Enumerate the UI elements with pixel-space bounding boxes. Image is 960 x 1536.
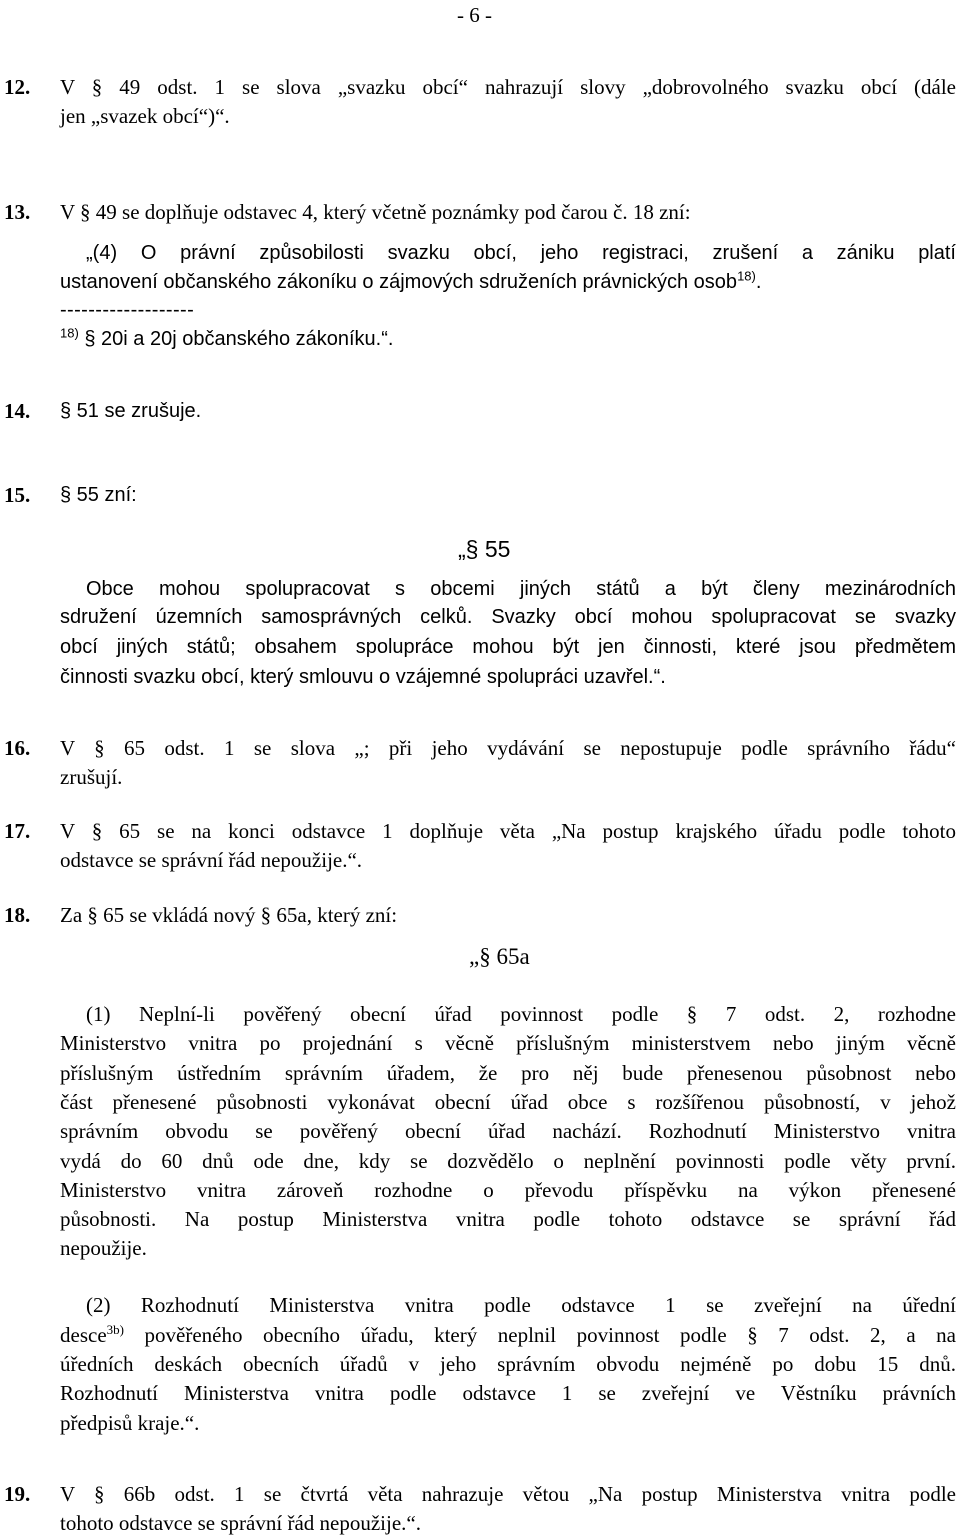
item-number: 16.	[4, 736, 31, 760]
quoted-text-end: .	[755, 271, 762, 293]
item-text: V § 66b odst. 1 se čtvrtá věta nahrazuje větou „Na postup Ministerstva vnitra podle	[60, 1482, 956, 1506]
paragraph-line: předpisů kraje.“.	[60, 1411, 200, 1435]
paragraph-line: Ministerstvo vnitra zároveň rozhodne o převodu příspěvku na výkon přenesené	[60, 1178, 956, 1202]
footnote-mark: 18)	[60, 325, 79, 341]
item-number: 17.	[4, 819, 31, 843]
page-number: - 6 -	[457, 3, 492, 27]
item-text: Za § 65 se vkládá nový § 65a, který zní:	[60, 903, 398, 927]
item-text: zrušují.	[60, 765, 123, 789]
item-text: V § 49 odst. 1 se slova „svazku obcí“ nahrazují slovy „dobrovolného svazku obcí (dále	[60, 75, 956, 99]
paragraph-line: vydá do 60 dnů ode dne, kdy se dozvědělo o neplnění povinnosti podle věty první.	[60, 1149, 956, 1173]
item-number: 15.	[4, 483, 31, 507]
paragraph-word: desce	[60, 1323, 107, 1347]
paragraph-line: (2) Rozhodnutí Ministerstva vnitra podle odstavce 1 se zveřejní na úřední	[86, 1293, 956, 1317]
section-text: obcí jiných států; obsahem spolupráce mohou být jen činnosti, které jsou předmětem	[60, 636, 956, 658]
item-text: V § 65 se na konci odstavce 1 doplňuje věta „Na postup krajského úřadu podle tohoto	[60, 819, 956, 843]
item-number: 13.	[4, 200, 31, 224]
section-text: Obce mohou spolupracovat s obcemi jiných států a být členy mezinárodních	[86, 578, 956, 600]
paragraph-line: (1) Neplní-li pověřený obecní úřad povinnost podle § 7 odst. 2, rozhodne	[86, 1002, 956, 1026]
item-text: § 51 se zrušuje.	[60, 400, 202, 422]
footnote-ref: 3b)	[106, 1322, 124, 1337]
paragraph-line	[60, 1322, 956, 1348]
paragraph-line: Ministerstvo vnitra po projednání s věcně příslušným ministerstvem nebo jiným věcně	[60, 1031, 956, 1055]
item-text: jen „svazek obcí“)“.	[60, 104, 230, 128]
section-text: sdružení územních samosprávných celků. Svazky obcí mohou spolupracovat se svazky	[60, 606, 956, 628]
footnote-text: § 20i a 20j občanského zákoníku.“.	[84, 328, 394, 350]
quoted-text	[60, 269, 761, 295]
paragraph-line: úředních deskách obecních úřadů v jeho správním obvodu nejméně po dobu 15 dnů.	[60, 1352, 956, 1376]
item-text: V § 65 odst. 1 se slova „; při jeho vydávání se nepostupuje podle správního řádu“	[60, 736, 956, 760]
item-number: 18.	[4, 903, 31, 927]
paragraph-line: část přenesené působnosti vykonávat obecní úřad obce s rozšířenou působností, v jehož	[60, 1090, 956, 1114]
item-text: tohoto odstavce se správní řád nepoužije.“.	[60, 1511, 421, 1535]
footnote-separator: -------------------	[60, 299, 195, 321]
item-number: 12.	[4, 75, 31, 99]
section-heading: „§ 65a	[469, 944, 530, 969]
paragraph-line: působnosti. Na postup Ministerstva vnitra podle tohoto odstavce se správní řád	[60, 1207, 956, 1231]
section-heading: „§ 55	[458, 536, 511, 562]
paragraph-line: Rozhodnutí Ministerstva vnitra podle odstavce 1 se zveřejní ve Věstníku právních	[60, 1381, 956, 1405]
item-text: odstavce se správní řád nepoužije.“.	[60, 848, 363, 872]
quoted-text-line: ustanovení občanského zákoníku o zájmových sdruženích právnických osob	[60, 271, 738, 293]
section-text: činnosti svazku obcí, který smlouvu o vzájemné spolupráci uzavřel.“.	[60, 666, 666, 688]
quoted-text: „(4) O právní způsobilosti svazku obcí, jeho registraci, zrušení a zániku platí	[86, 242, 956, 264]
footnote	[60, 326, 393, 352]
paragraph-line: správním obvodu se pověřený obecní úřad nachází. Rozhodnutí Ministerstvo vnitra	[60, 1119, 956, 1143]
item-number: 14.	[4, 399, 31, 423]
paragraph-text: pověřeného obecního úřadu, který neplnil povinnost podle § 7 odst. 2, a na	[123, 1323, 956, 1347]
item-number: 19.	[4, 1482, 31, 1506]
paragraph-line: příslušným ústředním správním úřadem, že pro něj bude přenesenou působnost nebo	[60, 1061, 956, 1085]
paragraph-line: nepoužije.	[60, 1236, 147, 1260]
footnote-ref: 18)	[737, 268, 756, 284]
item-text: V § 49 se doplňuje odstavec 4, který včetně poznámky pod čarou č. 18 zní:	[60, 200, 691, 224]
item-text: § 55 zní:	[60, 484, 137, 506]
